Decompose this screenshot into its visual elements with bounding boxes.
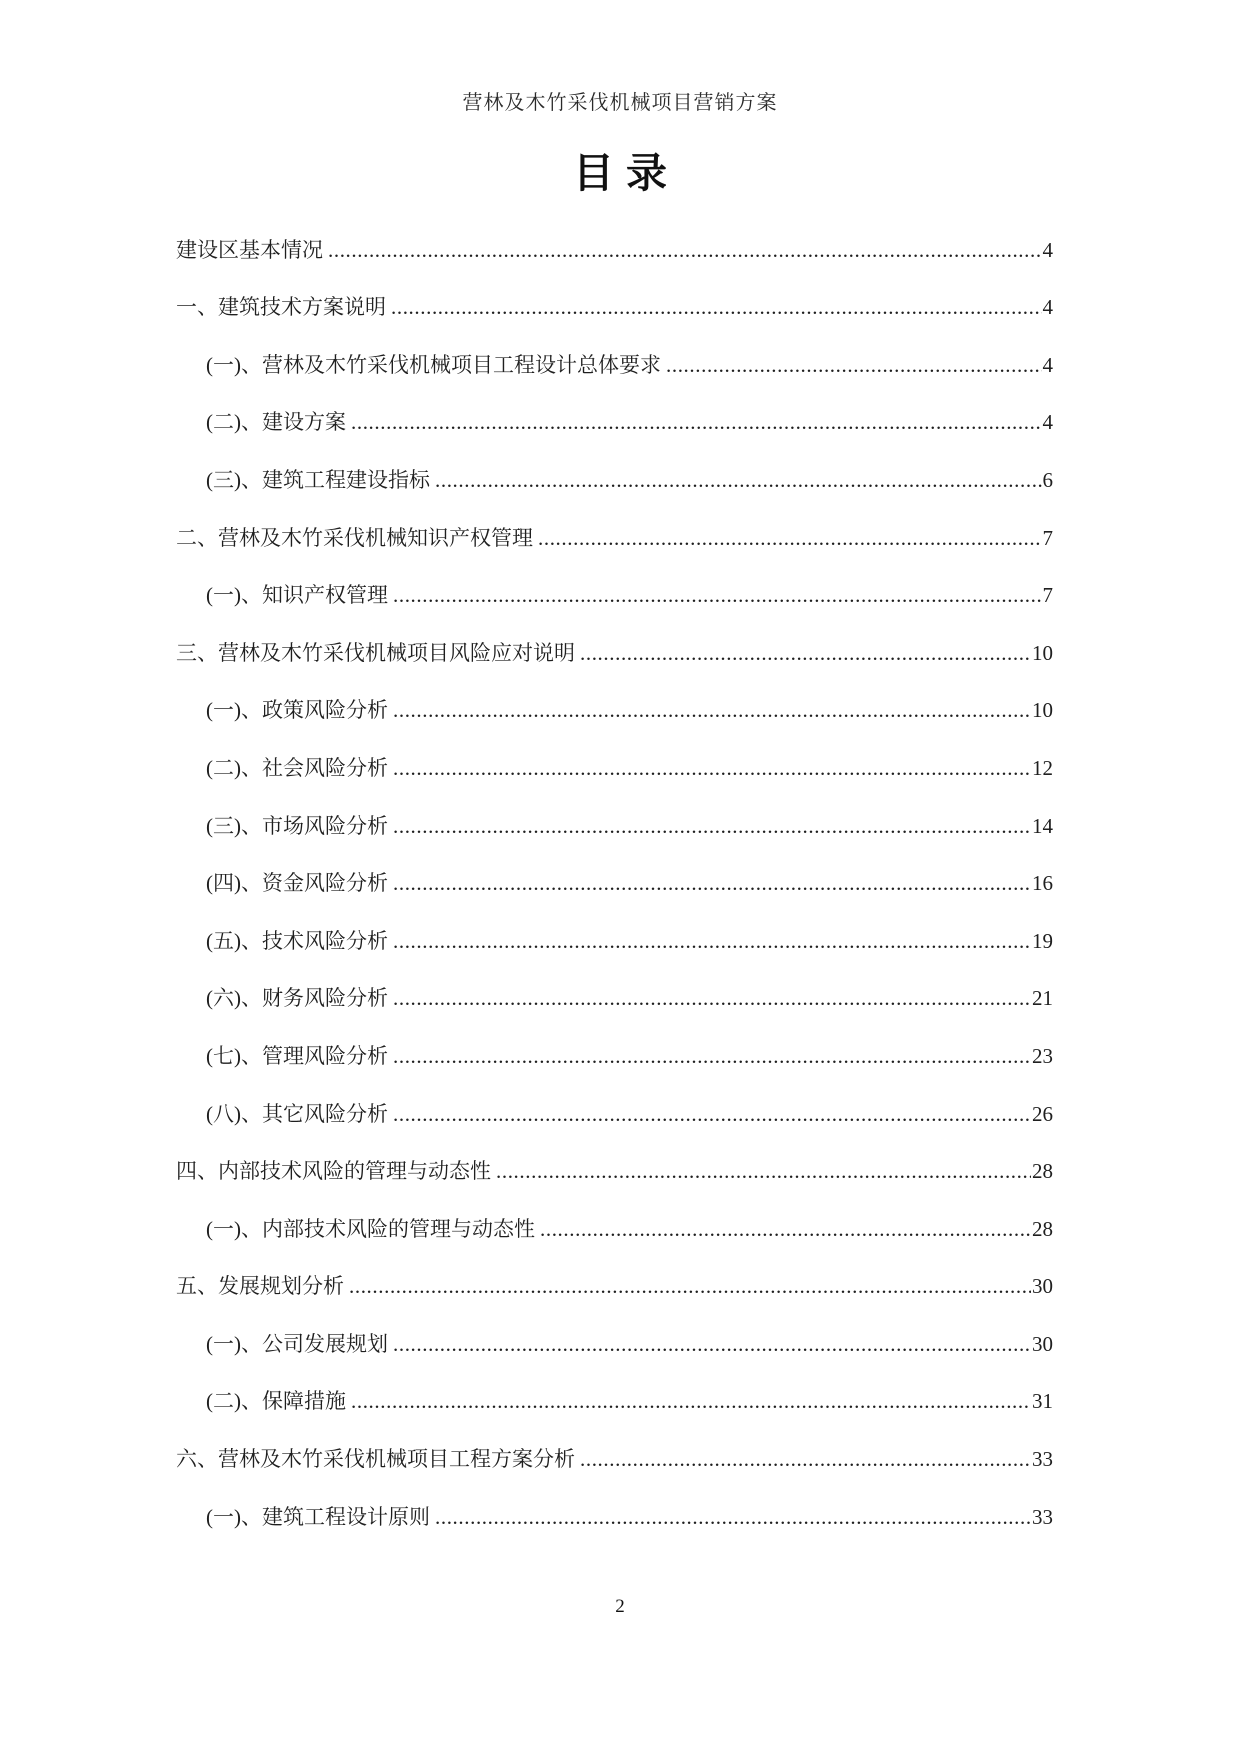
- toc-entry[interactable]: [176, 1300, 1053, 1358]
- toc-dot-leader: [328, 237, 1042, 264]
- toc-dot-leader: [580, 640, 1031, 667]
- toc-dot-leader: [538, 525, 1042, 552]
- toc-entry[interactable]: [176, 1070, 1053, 1128]
- toc-entry[interactable]: [176, 1185, 1053, 1243]
- toc-entry-page: 4: [1042, 237, 1053, 262]
- document-header: 营林及木竹采伐机械项目营销方案: [462, 92, 778, 114]
- toc-entry-page: 28: [1032, 1159, 1053, 1184]
- toc-entry[interactable]: [176, 897, 1053, 955]
- toc-entry[interactable]: [176, 321, 1053, 379]
- toc-entry-label: (二)、社会风险分析: [206, 755, 388, 780]
- toc-entry[interactable]: [176, 1128, 1053, 1186]
- toc-entry-label: (六)、财务风险分析: [206, 986, 388, 1011]
- toc-entry-page: 4: [1042, 295, 1053, 320]
- toc-dot-leader: [435, 467, 1042, 494]
- toc-entry[interactable]: [176, 1358, 1053, 1416]
- toc-entry-page: 28: [1032, 1216, 1053, 1241]
- toc-entry-page: 31: [1032, 1389, 1053, 1414]
- toc-entry-page: 4: [1042, 410, 1053, 435]
- toc-dot-leader: [540, 1216, 1031, 1243]
- toc-entry-page: 14: [1032, 813, 1053, 838]
- toc-entry[interactable]: [176, 436, 1053, 494]
- toc-entry[interactable]: [176, 494, 1053, 552]
- toc-entry[interactable]: [176, 782, 1053, 840]
- toc-entry-label: (一)、公司发展规划: [206, 1331, 388, 1356]
- toc-list: [176, 206, 1053, 1531]
- toc-dot-leader: [393, 755, 1031, 782]
- toc-entry[interactable]: [176, 552, 1053, 610]
- toc-entry-label: (一)、知识产权管理: [206, 583, 388, 608]
- toc-dot-leader: [351, 1388, 1031, 1415]
- toc-entry[interactable]: [176, 724, 1053, 782]
- toc-entry-label: 四、内部技术风险的管理与动态性: [176, 1159, 491, 1184]
- toc-entry-page: 19: [1032, 928, 1053, 953]
- toc-entry-label: (二)、建设方案: [206, 410, 346, 435]
- toc-dot-leader: [666, 352, 1042, 379]
- toc-entry-label: (四)、资金风险分析: [206, 871, 388, 896]
- toc-entry-label: (一)、内部技术风险的管理与动态性: [206, 1216, 535, 1241]
- toc-entry[interactable]: [176, 1243, 1053, 1301]
- toc-entry[interactable]: [176, 379, 1053, 437]
- toc-entry-label: (三)、市场风险分析: [206, 813, 388, 838]
- toc-entry-page: 10: [1032, 698, 1053, 723]
- toc-dot-leader: [393, 697, 1031, 724]
- toc-entry-label: (一)、营林及木竹采伐机械项目工程设计总体要求: [206, 352, 661, 377]
- toc-entry-page: 6: [1042, 467, 1053, 492]
- toc-entry-label: (七)、管理风险分析: [206, 1043, 388, 1068]
- toc-entry[interactable]: [176, 264, 1053, 322]
- toc-entry-page: 21: [1032, 986, 1053, 1011]
- toc-entry-label: 六、营林及木竹采伐机械项目工程方案分析: [176, 1447, 575, 1472]
- toc-entry[interactable]: [176, 1415, 1053, 1473]
- toc-entry-label: (一)、建筑工程设计原则: [206, 1504, 430, 1529]
- toc-dot-leader: [393, 985, 1031, 1012]
- toc-entry-label: (五)、技术风险分析: [206, 928, 388, 953]
- toc-entry-label: 二、营林及木竹采伐机械知识产权管理: [176, 525, 533, 550]
- toc-entry-label: 三、营林及木竹采伐机械项目风险应对说明: [176, 640, 575, 665]
- toc-entry-page: 30: [1032, 1331, 1053, 1356]
- toc-dot-leader: [435, 1504, 1031, 1531]
- toc-entry-page: 23: [1032, 1043, 1053, 1068]
- toc-entry-label: (一)、政策风险分析: [206, 698, 388, 723]
- toc-entry-page: 30: [1032, 1274, 1053, 1299]
- toc-entry[interactable]: [176, 1012, 1053, 1070]
- toc-entry[interactable]: [176, 955, 1053, 1013]
- toc-entry[interactable]: [176, 206, 1053, 264]
- toc-dot-leader: [496, 1158, 1031, 1185]
- toc-dot-leader: [349, 1273, 1031, 1300]
- toc-dot-leader: [393, 582, 1042, 609]
- toc-dot-leader: [391, 294, 1042, 321]
- toc-entry-label: 五、发展规划分析: [176, 1274, 344, 1299]
- page-number-footer: 2: [615, 1596, 625, 1617]
- toc-title: 目录: [573, 150, 679, 196]
- toc-entry-page: 33: [1032, 1504, 1053, 1529]
- toc-entry[interactable]: [176, 840, 1053, 898]
- toc-entry-page: 7: [1042, 583, 1053, 608]
- toc-entry-page: 7: [1042, 525, 1053, 550]
- toc-entry-page: 10: [1032, 640, 1053, 665]
- toc-entry-label: 建设区基本情况: [176, 237, 323, 262]
- toc-entry[interactable]: [176, 667, 1053, 725]
- toc-dot-leader: [393, 813, 1031, 840]
- toc-entry-page: 12: [1032, 755, 1053, 780]
- toc-entry-label: (三)、建筑工程建设指标: [206, 467, 430, 492]
- toc-entry-page: 4: [1042, 352, 1053, 377]
- toc-dot-leader: [393, 1101, 1031, 1128]
- toc-entry-label: 一、建筑技术方案说明: [176, 295, 386, 320]
- toc-entry[interactable]: [176, 1473, 1053, 1531]
- toc-entry-page: 16: [1032, 871, 1053, 896]
- toc-entry-page: 26: [1032, 1101, 1053, 1126]
- toc-dot-leader: [351, 409, 1042, 436]
- toc-entry-label: (八)、其它风险分析: [206, 1101, 388, 1126]
- toc-dot-leader: [393, 870, 1031, 897]
- toc-dot-leader: [393, 928, 1031, 955]
- toc-entry-label: (二)、保障措施: [206, 1389, 346, 1414]
- toc-dot-leader: [580, 1446, 1031, 1473]
- toc-entry[interactable]: [176, 609, 1053, 667]
- toc-dot-leader: [393, 1043, 1031, 1070]
- toc-entry-page: 33: [1032, 1447, 1053, 1472]
- toc-dot-leader: [393, 1331, 1031, 1358]
